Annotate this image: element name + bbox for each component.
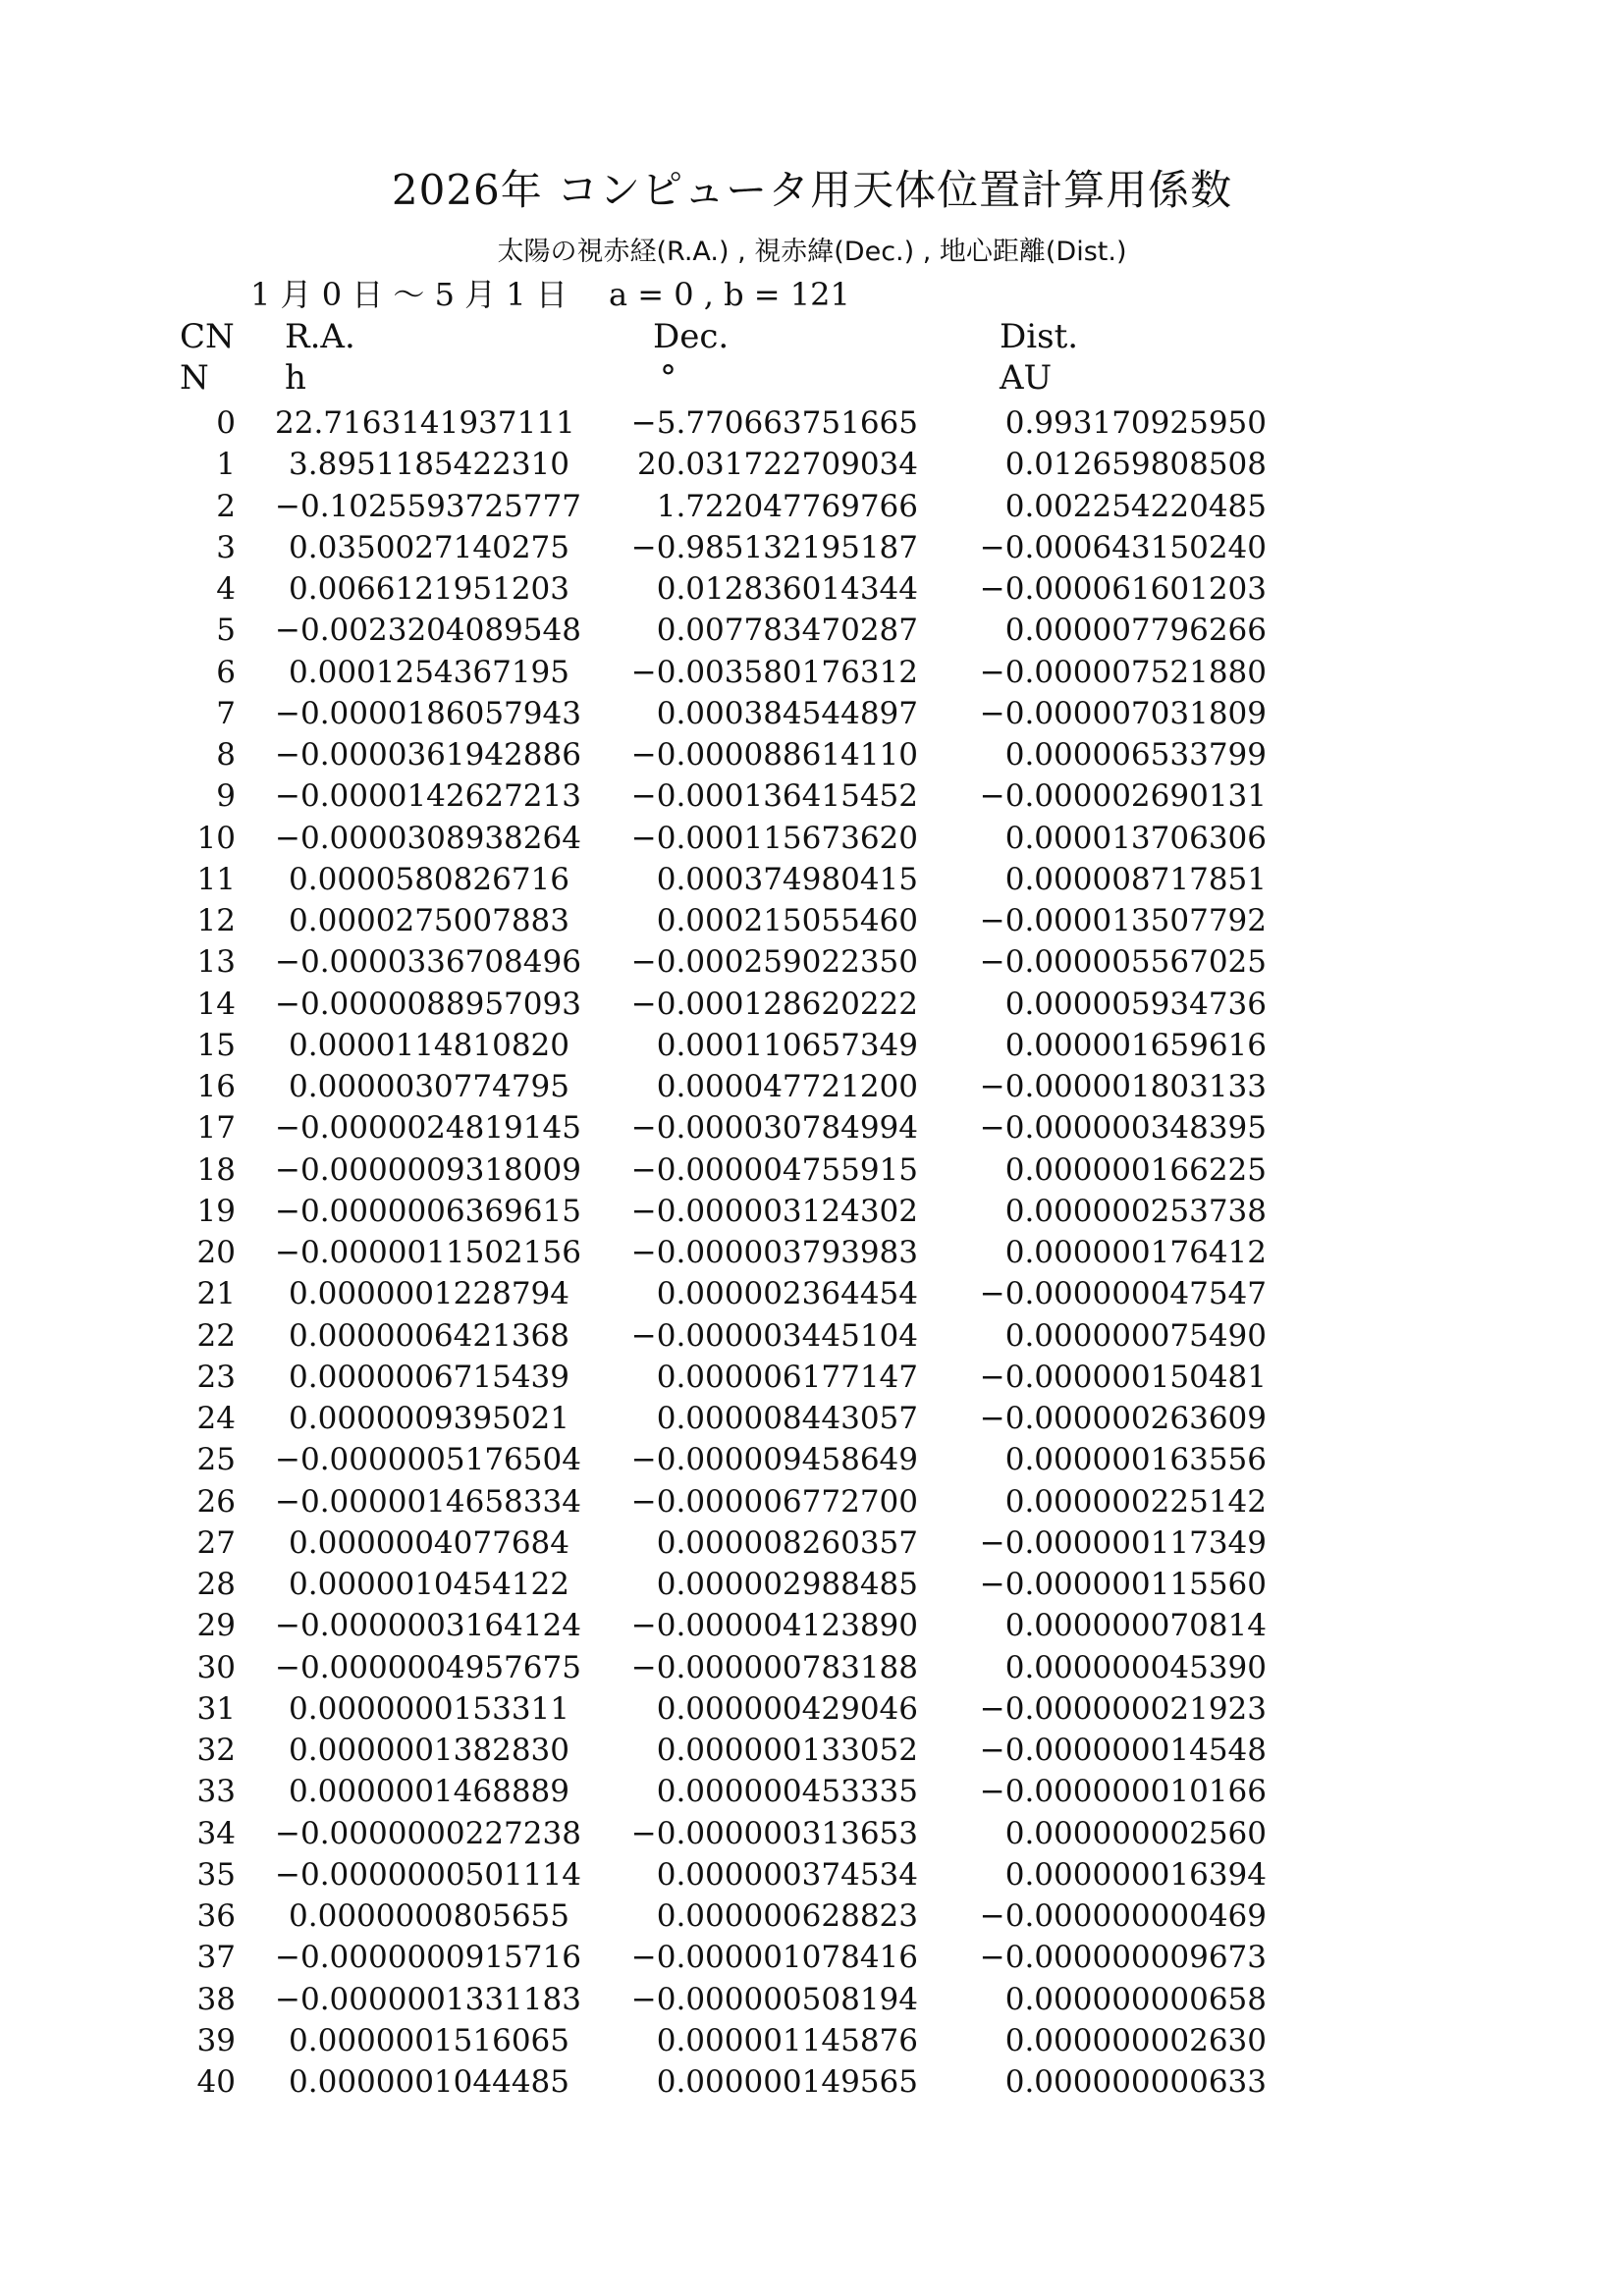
table-row — [0, 984, 1624, 1025]
page-subtitle: 太陽の視赤経(R.A.) , 視赤緯(Dec.) , 地心距離(Dist.) — [497, 237, 1127, 267]
row-index: 9 — [216, 778, 236, 815]
dec-value: 0.000008443057 — [656, 1401, 918, 1436]
row-index: 12 — [196, 903, 236, 938]
dist-value: −0.000005567025 — [979, 944, 1267, 981]
dist-value: 0.000000070814 — [1004, 1608, 1267, 1644]
table-row — [0, 1854, 1624, 1896]
dist-value: 0.000000000633 — [1004, 2064, 1267, 2100]
dist-value: −0.000007521880 — [979, 654, 1267, 690]
dist-value: 0.000000075490 — [1004, 1317, 1267, 1354]
dist-value: 0.000000166225 — [1004, 1151, 1267, 1188]
dist-value: 0.000000176412 — [1004, 1235, 1267, 1270]
row-index: 8 — [216, 737, 236, 773]
ra-value: 0.0000006421368 — [289, 1317, 569, 1354]
dec-value: −0.985132195187 — [630, 529, 918, 565]
table-row — [0, 1107, 1624, 1148]
header-dist-unit: AU — [1000, 358, 1053, 398]
dist-value: −0.000013507792 — [979, 903, 1267, 938]
table-row — [0, 859, 1624, 900]
dec-value: −0.000001078416 — [630, 1940, 918, 1976]
ra-value: −0.1025593725777 — [275, 488, 581, 524]
ra-value: 0.0000580826716 — [289, 861, 569, 897]
table-row — [0, 775, 1624, 817]
ra-value: −0.0000088957093 — [275, 986, 581, 1022]
row-index: 17 — [196, 1110, 236, 1147]
dist-value: 0.012659808508 — [1004, 447, 1267, 483]
dec-value: 0.000000429046 — [656, 1690, 918, 1727]
ra-value: −0.0000336708496 — [275, 944, 581, 981]
dist-value: −0.000643150240 — [979, 529, 1267, 565]
ra-value: 0.0001254367195 — [289, 654, 569, 690]
dist-value: 0.000008717851 — [1004, 861, 1267, 897]
table-row — [0, 1025, 1624, 1066]
ra-value: −0.0000000915716 — [275, 1940, 581, 1976]
row-index: 24 — [196, 1401, 236, 1436]
dist-value: −0.000000117349 — [979, 1524, 1267, 1561]
row-index: 19 — [196, 1193, 236, 1229]
dist-value: −0.000000000469 — [979, 1898, 1267, 1934]
table-row — [0, 1357, 1624, 1398]
ra-value: 0.0000004077684 — [289, 1524, 569, 1561]
dist-value: 0.000006533799 — [1004, 737, 1267, 773]
dec-value: 0.000215055460 — [656, 903, 918, 938]
header-cn-line2: N — [180, 358, 209, 398]
table-row — [0, 1066, 1624, 1107]
dec-value: −0.000004755915 — [630, 1151, 918, 1188]
dec-value: 0.000384544897 — [656, 695, 918, 731]
header-dec: Dec. — [653, 317, 730, 356]
row-index: 23 — [196, 1359, 236, 1395]
table-row — [0, 1896, 1624, 1937]
dist-value: −0.000000009673 — [979, 1940, 1267, 1976]
table-row — [0, 900, 1624, 941]
date-range-line: 1 月 0 日 〜 5 月 1 日 a = 0 , b = 121 — [250, 276, 850, 313]
ra-value: −0.0000014658334 — [275, 1483, 581, 1520]
dist-value: −0.000000047547 — [979, 1276, 1267, 1312]
dist-value: 0.000000163556 — [1004, 1442, 1267, 1478]
dist-value: −0.000061601203 — [979, 571, 1267, 607]
row-index: 38 — [196, 1981, 236, 2017]
row-index: 20 — [196, 1235, 236, 1270]
row-index: 5 — [216, 613, 236, 649]
row-index: 7 — [216, 695, 236, 731]
row-index: 32 — [196, 1733, 236, 1768]
table-row — [0, 610, 1624, 651]
dec-value: −0.000003445104 — [630, 1317, 918, 1354]
dec-value: 0.000110657349 — [656, 1027, 918, 1063]
dist-value: 0.993170925950 — [1004, 405, 1267, 441]
dec-value: −0.000004123890 — [630, 1608, 918, 1644]
ra-value: −0.0000005176504 — [275, 1442, 581, 1478]
ra-value: 0.0000001382830 — [289, 1733, 569, 1768]
dec-value: 0.000000453335 — [656, 1774, 918, 1810]
table-row — [0, 568, 1624, 610]
dec-value: 0.000006177147 — [656, 1359, 918, 1395]
table-row — [0, 1232, 1624, 1273]
dist-value: 0.002254220485 — [1004, 488, 1267, 524]
table-row — [0, 1481, 1624, 1522]
dec-value: 0.000002364454 — [656, 1276, 918, 1312]
header-dec-unit: ° — [660, 358, 677, 398]
table-row — [0, 1522, 1624, 1564]
dec-value: −0.000000508194 — [630, 1981, 918, 2017]
table-row — [0, 1979, 1624, 2020]
dec-value: −0.000009458649 — [630, 1442, 918, 1478]
dist-value: 0.000005934736 — [1004, 986, 1267, 1022]
dec-value: 0.007783470287 — [656, 613, 918, 649]
table-row — [0, 941, 1624, 983]
dec-value: 1.722047769766 — [656, 488, 918, 524]
row-index: 40 — [196, 2064, 236, 2100]
row-index: 34 — [196, 1815, 236, 1851]
ra-value: 0.0000275007883 — [289, 903, 569, 938]
dec-value: −0.000088614110 — [630, 737, 918, 773]
header-ra-unit: h — [285, 358, 306, 398]
table-row — [0, 1439, 1624, 1480]
dist-value: 0.000000225142 — [1004, 1483, 1267, 1520]
dist-value: −0.000000010166 — [979, 1774, 1267, 1810]
row-index: 36 — [196, 1898, 236, 1934]
table-row — [0, 1191, 1624, 1232]
table-row — [0, 734, 1624, 775]
dec-value: 0.000008260357 — [656, 1524, 918, 1561]
ra-value: −0.0000000501114 — [275, 1856, 581, 1893]
dec-value: 0.000000628823 — [656, 1898, 918, 1934]
table-row — [0, 1273, 1624, 1314]
ra-value: −0.0023204089548 — [275, 613, 581, 649]
dist-value: 0.000000000658 — [1004, 1981, 1267, 2017]
row-index: 14 — [196, 986, 236, 1022]
dist-value: −0.000007031809 — [979, 695, 1267, 731]
row-index: 4 — [216, 571, 236, 607]
dec-value: −0.000003793983 — [630, 1235, 918, 1270]
ra-value: −0.0000004957675 — [275, 1649, 581, 1685]
ra-value: 0.0000000805655 — [289, 1898, 569, 1934]
ra-value: 0.0000000153311 — [289, 1690, 569, 1727]
table-row — [0, 486, 1624, 527]
ra-value: 0.0000009395021 — [289, 1401, 569, 1436]
table-row — [0, 1315, 1624, 1357]
header-cn-line1: CN — [180, 317, 235, 356]
ra-value: −0.0000000227238 — [275, 1815, 581, 1851]
dist-value: −0.000001803133 — [979, 1069, 1267, 1104]
dec-value: 0.012836014344 — [656, 571, 918, 607]
dec-value: −5.770663751665 — [630, 405, 918, 441]
dec-value: −0.000259022350 — [630, 944, 918, 981]
dec-value: −0.000000783188 — [630, 1649, 918, 1685]
dist-value: 0.000007796266 — [1004, 613, 1267, 649]
row-index: 13 — [196, 944, 236, 981]
table-row — [0, 1564, 1624, 1605]
ra-value: −0.0000003164124 — [275, 1608, 581, 1644]
ra-value: 0.0350027140275 — [289, 529, 569, 565]
dist-value: −0.000000348395 — [979, 1110, 1267, 1147]
dist-value: −0.000000115560 — [979, 1567, 1267, 1602]
coefficient-table — [0, 402, 1624, 2103]
dist-value: −0.000000014548 — [979, 1733, 1267, 1768]
row-index: 37 — [196, 1940, 236, 1976]
ra-value: 0.0000030774795 — [289, 1069, 569, 1104]
table-row — [0, 2061, 1624, 2103]
table-row — [0, 527, 1624, 568]
ra-value: 0.0000001516065 — [289, 2022, 569, 2058]
dist-value: −0.000002690131 — [979, 778, 1267, 815]
ra-value: 0.0000010454122 — [289, 1567, 569, 1602]
table-row — [0, 402, 1624, 444]
dec-value: −0.000030784994 — [630, 1110, 918, 1147]
ra-value: 0.0000114810820 — [289, 1027, 569, 1063]
row-index: 21 — [196, 1276, 236, 1312]
dec-value: −0.000136415452 — [630, 778, 918, 815]
ra-value: −0.0000186057943 — [275, 695, 581, 731]
dec-value: 0.000002988485 — [656, 1567, 918, 1602]
table-row — [0, 1937, 1624, 1978]
table-row — [0, 693, 1624, 734]
row-index: 27 — [196, 1524, 236, 1561]
row-index: 15 — [196, 1027, 236, 1063]
table-row — [0, 1149, 1624, 1191]
ra-value: 0.0000006715439 — [289, 1359, 569, 1395]
dist-value: −0.000000150481 — [979, 1359, 1267, 1395]
ra-value: −0.0000308938264 — [275, 820, 581, 856]
dist-value: 0.000000016394 — [1004, 1856, 1267, 1893]
dist-value: 0.000013706306 — [1004, 820, 1267, 856]
row-index: 25 — [196, 1442, 236, 1478]
ra-value: 0.0000001044485 — [289, 2064, 569, 2100]
dec-value: 0.000000374534 — [656, 1856, 918, 1893]
ra-value: 0.0000001228794 — [289, 1276, 569, 1312]
ra-value: 0.0066121951203 — [289, 571, 569, 607]
row-index: 16 — [196, 1069, 236, 1104]
ra-value: −0.0000009318009 — [275, 1151, 581, 1188]
row-index: 26 — [196, 1483, 236, 1520]
dec-value: −0.000006772700 — [630, 1483, 918, 1520]
dec-value: −0.000003124302 — [630, 1193, 918, 1229]
header-ra: R.A. — [285, 317, 355, 356]
dec-value: 0.000047721200 — [656, 1069, 918, 1104]
ra-value: −0.0000361942886 — [275, 737, 581, 773]
row-index: 1 — [216, 447, 236, 483]
row-index: 29 — [196, 1608, 236, 1644]
dec-value: 0.000000133052 — [656, 1733, 918, 1768]
dist-value: 0.000000002630 — [1004, 2022, 1267, 2058]
row-index: 11 — [196, 861, 236, 897]
table-row — [0, 818, 1624, 859]
row-index: 30 — [196, 1649, 236, 1685]
table-row — [0, 1730, 1624, 1771]
dist-value: 0.000000045390 — [1004, 1649, 1267, 1685]
dec-value: 0.000374980415 — [656, 861, 918, 897]
table-row — [0, 2020, 1624, 2061]
ra-value: 0.0000001468889 — [289, 1774, 569, 1810]
row-index: 22 — [196, 1317, 236, 1354]
dist-value: −0.000000263609 — [979, 1401, 1267, 1436]
ra-value: −0.0000001331183 — [275, 1981, 581, 2017]
row-index: 28 — [196, 1567, 236, 1602]
row-index: 10 — [196, 820, 236, 856]
row-index: 31 — [196, 1690, 236, 1727]
table-row — [0, 1771, 1624, 1812]
ra-value: 3.8951185422310 — [289, 447, 569, 483]
table-row — [0, 1647, 1624, 1688]
ra-value: −0.0000006369615 — [275, 1193, 581, 1229]
table-row — [0, 1688, 1624, 1730]
row-index: 18 — [196, 1151, 236, 1188]
dec-value: −0.000000313653 — [630, 1815, 918, 1851]
row-index: 33 — [196, 1774, 236, 1810]
row-index: 2 — [216, 488, 236, 524]
dist-value: −0.000000021923 — [979, 1690, 1267, 1727]
row-index: 6 — [216, 654, 236, 690]
dist-value: 0.000000253738 — [1004, 1193, 1267, 1229]
dec-value: −0.000115673620 — [630, 820, 918, 856]
dist-value: 0.000000002560 — [1004, 1815, 1267, 1851]
table-row — [0, 444, 1624, 485]
table-row — [0, 652, 1624, 693]
row-index: 39 — [196, 2022, 236, 2058]
dec-value: 0.000001145876 — [656, 2022, 918, 2058]
table-row — [0, 1605, 1624, 1646]
row-index: 35 — [196, 1856, 236, 1893]
row-index: 3 — [216, 529, 236, 565]
table-row — [0, 1813, 1624, 1854]
dist-value: 0.000001659616 — [1004, 1027, 1267, 1063]
dec-value: 20.031722709034 — [637, 447, 918, 483]
dec-value: 0.000000149565 — [656, 2064, 918, 2100]
page-title: 2026年 コンピュータ用天体位置計算用係数 — [391, 166, 1233, 214]
dec-value: −0.000128620222 — [630, 986, 918, 1022]
dec-value: −0.003580176312 — [630, 654, 918, 690]
table-row — [0, 1398, 1624, 1439]
ra-value: −0.0000011502156 — [275, 1235, 581, 1270]
ra-value: 22.7163141937111 — [275, 405, 575, 441]
header-dist: Dist. — [1000, 317, 1079, 356]
ra-value: −0.0000142627213 — [275, 778, 581, 815]
ra-value: −0.0000024819145 — [275, 1110, 581, 1147]
row-index: 0 — [216, 405, 236, 441]
